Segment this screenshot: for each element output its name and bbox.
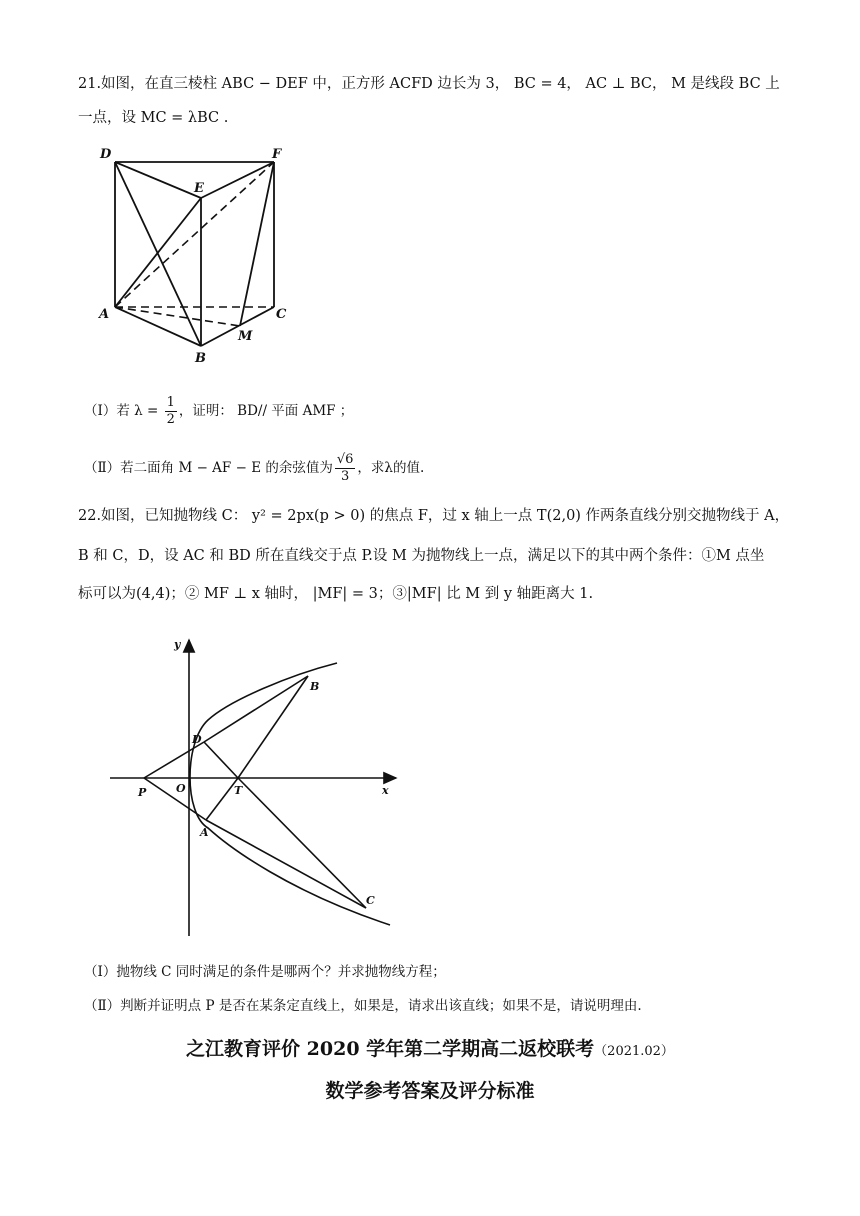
label-O: O — [176, 782, 186, 795]
q21-part2-post: ，求λ的值. — [357, 460, 425, 476]
q21-part2-pre: （Ⅱ）若二面角 M − AF − E 的余弦值为 — [84, 460, 333, 476]
line-DB — [204, 676, 308, 742]
edge-DE — [115, 162, 201, 198]
answer-title-main: 之江教育评价 2020 学年第二学期高二返校联考 — [186, 1038, 595, 1060]
line-DT — [204, 742, 238, 778]
label-B: B — [310, 680, 320, 693]
q22-part1: （Ⅰ）抛物线 C 同时满足的条件是哪两个？并求抛物线方程； — [84, 964, 446, 980]
label-T: T — [234, 784, 243, 797]
fraction-half: $\frac{1}{2}$ — [166, 395, 175, 427]
q21-part1-post: ，证明： BD// 平面 AMF ； — [178, 403, 354, 419]
parabola-figure — [100, 630, 410, 950]
q22-text-line1: 22.如图，已知抛物线 C： y² = 2px(p > 0) 的焦点 F，过 x 轴上一点 T(2,0) 作两条直线分别交抛物线于 A， — [78, 508, 790, 524]
label-y: y — [174, 638, 181, 651]
q22-part2: （Ⅱ）判断并证明点 P 是否在某条定直线上，如果是，请求出该直线；如果不是，请说明理由. — [84, 998, 642, 1014]
label-C: C — [276, 307, 287, 322]
answer-title-date: （2021.02） — [594, 1044, 674, 1059]
prism-figure — [90, 140, 300, 370]
label-D: D — [192, 733, 202, 746]
label-M: M — [238, 329, 253, 344]
edge-FM — [240, 162, 274, 326]
line-AC — [206, 820, 366, 908]
answer-title — [0, 1036, 860, 1065]
fraction-sqrt6-over-3: $\frac{√6}{3}$ — [336, 452, 354, 484]
label-P: P — [138, 786, 147, 799]
label-A: A — [200, 826, 209, 839]
label-A: A — [99, 307, 110, 322]
q22-text-line2: B 和 C，D，设 AC 和 BD 所在直线交于点 P.设 M 为抛物线上一点，满足以下的其中两个条件：①M 点坐 — [78, 548, 765, 564]
label-x: x — [382, 784, 389, 797]
q22-text-line3: 标可以为(4,4)；② MF ⊥ x 轴时， |MF| = 3；③|MF| 比 M 到 y 轴距离大 1. — [78, 586, 594, 602]
edge-DB — [115, 162, 201, 346]
line-TB — [238, 676, 308, 778]
label-E: E — [194, 181, 204, 196]
q21-text-line1: 21.如图，在直三棱柱 ABC − DEF 中，正方形 ACFD 边长为 3， BC = 4， AC ⊥ BC， M 是线段 BC 上 — [78, 76, 780, 92]
label-B: B — [195, 351, 206, 366]
label-D: D — [100, 147, 112, 162]
answer-subtitle: 数学参考答案及评分标准 — [325, 1080, 535, 1102]
q21-part2 — [84, 452, 424, 485]
line-PA — [144, 778, 206, 820]
q21-text-line2: 一点，设 MC = λBC . — [78, 110, 229, 126]
q21-part1 — [84, 395, 353, 428]
label-C: C — [366, 894, 375, 907]
label-F: F — [272, 147, 282, 162]
edge-EF — [201, 162, 274, 198]
line-PD — [144, 742, 204, 778]
edge-AM — [115, 307, 240, 326]
q21-part1-pre: （Ⅰ）若 λ = — [84, 403, 163, 419]
